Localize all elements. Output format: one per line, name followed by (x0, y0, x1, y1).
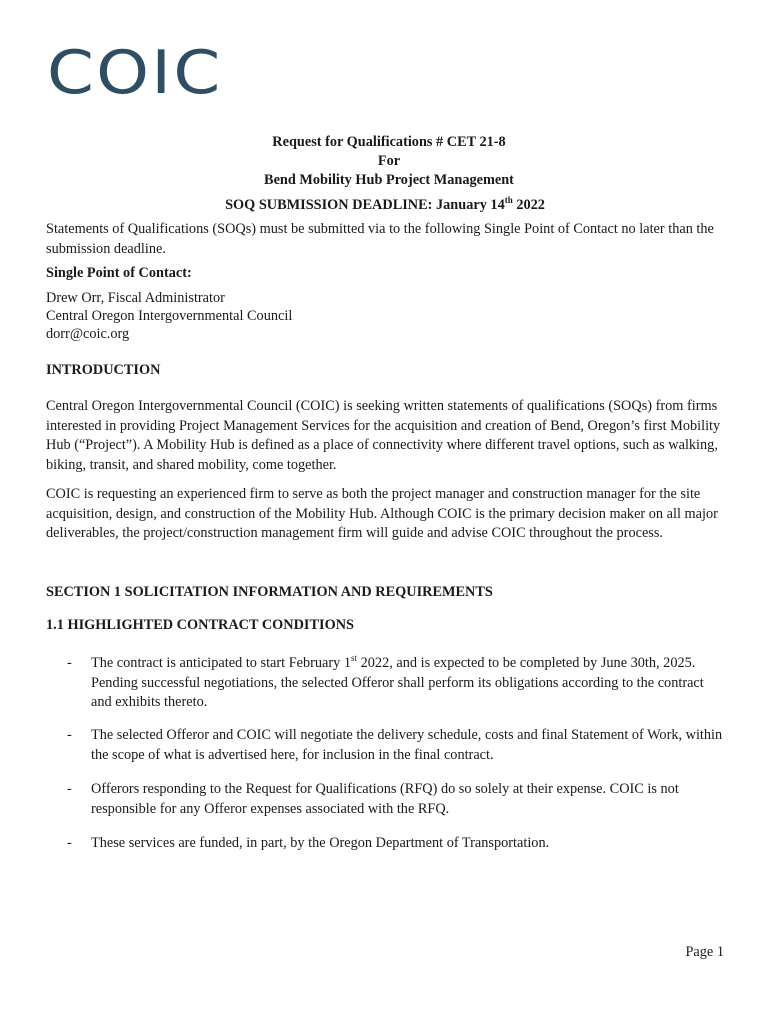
list-item-text: These services are funded, in part, by the Oregon Department of Transportation. (91, 835, 550, 851)
rfq-title-line1: Request for Qualifications # CET 21-8 (272, 134, 506, 150)
introduction-paragraph-2: COIC is requesting an experienced firm to serve as both the project manager and construction manager for the site acquisition, design, and construction of the Mobility Hub. Although COIC is the primary decision maker on all major deliverables, the project/construction management firm will guide and advise COIC throughout the process. (46, 486, 718, 541)
contact-heading: Single Point of Contact: (46, 265, 192, 281)
rfq-title-line3: Bend Mobility Hub Project Management (264, 172, 514, 188)
list-item-sup: st (351, 653, 358, 664)
deadline-prefix: SOQ SUBMISSION DEADLINE: January 14 (225, 197, 505, 213)
contact-org: Central Oregon Intergovernmental Council (46, 308, 293, 324)
list-item-text-post: 2022, and is expected to be completed by June 30th, 2025. Pending successful negotiations, the selected Offeror shall perform its obligations according to the contract and exhibits thereto. (91, 655, 704, 710)
statement-paragraph: Statements of Qualifications (SOQs) must be submitted via to the following Single Point of Contact no later than the submission deadline. (46, 221, 714, 257)
list-dash: - (67, 835, 72, 851)
contact-name: Drew Orr, Fiscal Administrator (46, 290, 225, 306)
list-item-text-pre: The contract is anticipated to start February 1 (91, 655, 352, 671)
list-dash: - (67, 655, 72, 671)
section1-subheading: 1.1 HIGHLIGHTED CONTRACT CONDITIONS (46, 617, 354, 633)
rfq-title-block (0, 133, 770, 190)
deadline-sup: th (504, 195, 513, 206)
list-item-text (91, 654, 727, 713)
introduction-paragraph-1: Central Oregon Intergovernmental Council (COIC) is seeking written statements of qualifications (SOQs) from firms interested in providing Project Management Services for the acquisition and creation of Bend, Oregon’s first Mobility Hub (“Project”). A Mobility Hub is defined as a place of connectivity where different travel options, such as walking, biking, transit, and shared mobility, come together. (46, 398, 721, 473)
list-dash: - (67, 727, 72, 743)
list-dash: - (67, 781, 72, 797)
list-item-text: Offerors responding to the Request for Qualifications (RFQ) do so solely at their expense. COIC is not responsible for any Offeror expenses associated with the RFQ. (91, 781, 679, 817)
section1-heading: SECTION 1 SOLICITATION INFORMATION AND REQUIREMENTS (46, 584, 493, 600)
contact-email: dorr@coic.org (46, 326, 130, 342)
page-number: Page 1 (685, 944, 724, 960)
rfq-title-line2: For (377, 153, 401, 169)
list-item-text: The selected Offeror and COIC will negotiate the delivery schedule, costs and final Statement of Work, within the scope of what is advertised here, for inclusion in the final contract. (91, 727, 723, 763)
deadline-suffix: 2022 (512, 197, 545, 213)
coic-logo: COIC (47, 38, 223, 108)
submission-deadline (0, 196, 770, 215)
introduction-heading: INTRODUCTION (46, 362, 161, 378)
